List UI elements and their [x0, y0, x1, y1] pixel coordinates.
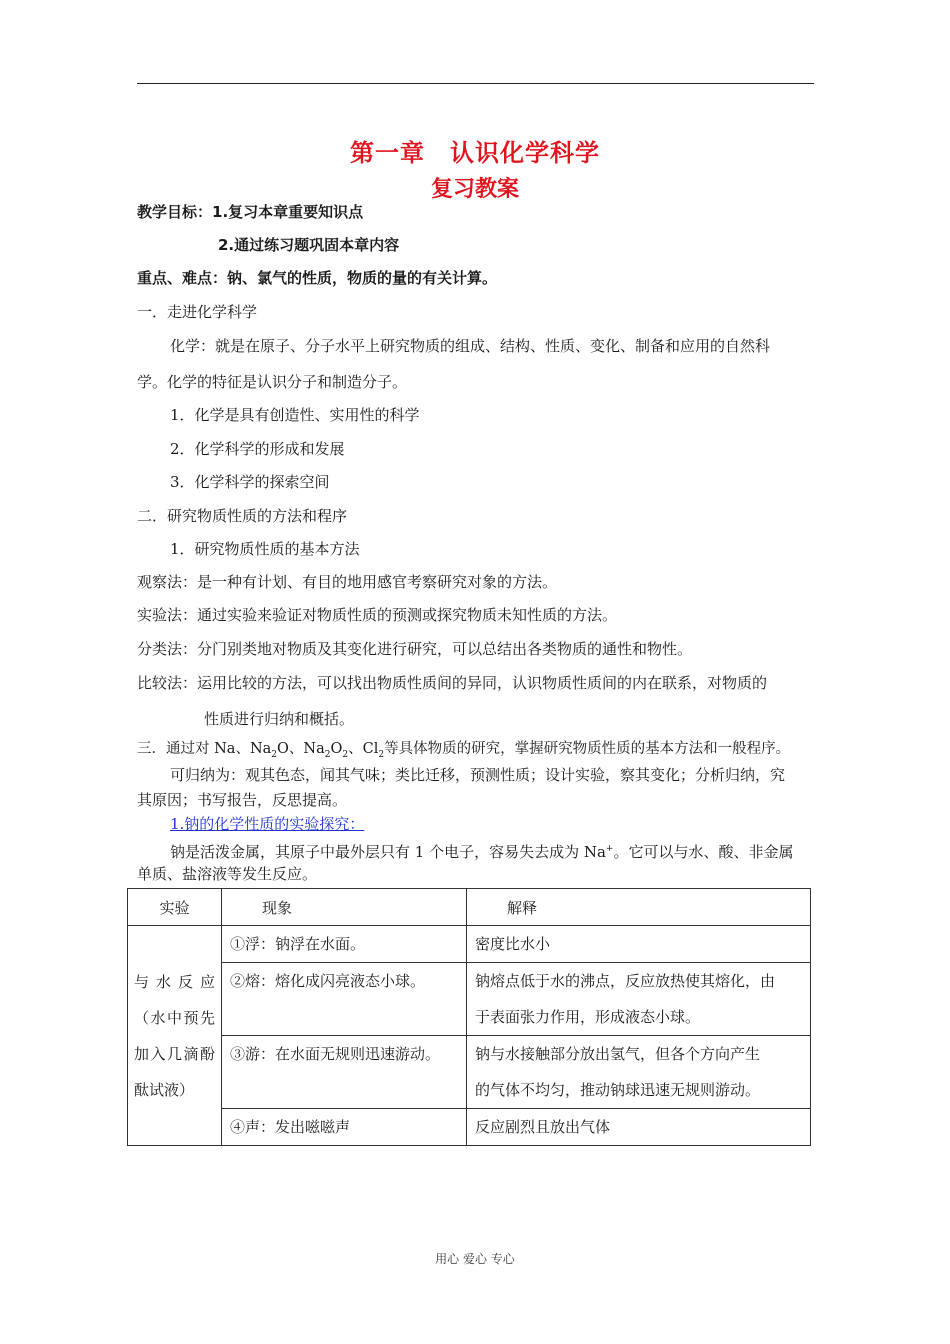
phenomenon-cell: ④声：发出嗞嗞声 — [222, 1109, 467, 1146]
superscript: + — [605, 844, 614, 854]
sodium-paragraph-line-1 — [170, 839, 793, 862]
table-row — [128, 926, 811, 963]
sodium-experiment-table — [127, 888, 811, 1146]
sodium-text: 钠是活泼金属，其原子中最外层只有 1 个电子，容易失去成为 Na — [170, 843, 606, 861]
method-classify: 分类法：分门别类地对物质及其变化进行研究，可以总结出各类物质的通性和物性。 — [137, 640, 693, 658]
table-row — [128, 1109, 811, 1146]
section-3-text: 、Cl — [348, 741, 379, 757]
explanation-line: 于表面张力作用，形成液态小球。 — [475, 1008, 701, 1026]
experiment-label: 与水反应（水中预先加入几滴酚酞试液） — [128, 926, 222, 1146]
table-header: 实验 — [128, 889, 222, 926]
section-1-heading: 一．走进化学科学 — [137, 303, 258, 321]
subscript: 2 — [378, 749, 385, 760]
chapter-subtitle: 复习教案 — [430, 177, 519, 202]
sodium-text: 。它可以与水、酸、非金属 — [613, 843, 794, 861]
subscript: 2 — [342, 749, 349, 760]
section-3-heading — [137, 739, 790, 765]
teaching-goal-1 — [137, 202, 363, 222]
teaching-goal-2: 2.通过练习题巩固本章内容 — [218, 236, 400, 254]
method-compare-line-2: 性质进行归纳和概括。 — [204, 710, 355, 728]
section-3-text: 三．通过对 Na、Na — [137, 741, 272, 757]
explanation-cell: 反应剧烈且放出气体 — [467, 1109, 811, 1146]
explanation-cell — [467, 1036, 811, 1109]
phenomenon-cell: ③游：在水面无规则迅速游动。 — [222, 1036, 467, 1109]
section-1-item: 1．化学是具有创造性、实用性的科学 — [170, 406, 420, 424]
section-1-paragraph-line-1: 化学：就是在原子、分子水平上研究物质的组成、结构、性质、变化、制备和应用的自然科 — [170, 337, 771, 355]
chapter-title: 第一章 认识化学科学 — [350, 139, 600, 167]
method-compare-line-1: 比较法：运用比较的方法，可以找出物质性质间的异同，认识物质性质间的内在联系，对物质的 — [137, 674, 768, 692]
page-footer: 用心 爱心 专心 — [435, 1252, 515, 1266]
phenomenon-cell: ②熔：熔化成闪亮液态小球。 — [222, 963, 467, 1036]
goal-label: 教学目标： — [137, 203, 213, 221]
subscript: 2 — [324, 749, 331, 760]
explanation-line: 钠熔点低于水的沸点，反应放热使其熔化，由 — [475, 972, 776, 990]
sodium-experiment-link[interactable]: 1.钠的化学性质的实验探究： — [170, 815, 365, 833]
section-3-paragraph-line-2: 其原因；书写报告，反思提高。 — [137, 791, 348, 809]
section-3-paragraph-line-1: 可归纳为：观其色态，闻其气味；类比迁移，预测性质；设计实验，察其变化；分析归纳，究 — [170, 766, 786, 784]
section-2-subheading: 1．研究物质性质的基本方法 — [170, 540, 360, 558]
sodium-paragraph-line-2: 单质、盐溶液等发生反应。 — [137, 865, 318, 883]
key-points: 重点、难点：钠、氯气的性质，物质的量的有关计算。 — [137, 269, 498, 287]
table-header-row — [128, 889, 811, 926]
explanation-cell — [467, 963, 811, 1036]
table-row — [128, 1036, 811, 1109]
goal-item-1: 1.复习本章重要知识点 — [212, 203, 364, 221]
table-header: 解释 — [467, 889, 811, 926]
header-rule — [137, 83, 814, 84]
section-2-heading: 二．研究物质性质的方法和程序 — [137, 507, 348, 525]
section-1-paragraph-line-2: 学。化学的特征是认识分子和制造分子。 — [137, 373, 408, 391]
section-3-text: 等具体物质的研究，掌握研究物质性质的基本方法和一般程序。 — [384, 741, 791, 757]
phenomenon-cell: ①浮：钠浮在水面。 — [222, 926, 467, 963]
section-3-text: O、Na — [277, 741, 325, 757]
section-1-item: 2．化学科学的形成和发展 — [170, 440, 345, 458]
table-header: 现象 — [222, 889, 467, 926]
explanation-line: 钠与水接触部分放出氢气，但各个方向产生 — [475, 1045, 761, 1063]
section-1-item: 3．化学科学的探索空间 — [170, 473, 330, 491]
explanation-line: 的气体不均匀，推动钠球迅速无规则游动。 — [475, 1081, 761, 1099]
method-observe: 观察法：是一种有计划、有目的地用感官考察研究对象的方法。 — [137, 573, 558, 591]
method-experiment: 实验法：通过实验来验证对物质性质的预测或探究物质未知性质的方法。 — [137, 606, 618, 624]
subscript: 2 — [271, 749, 278, 760]
explanation-cell: 密度比水小 — [467, 926, 811, 963]
table-row — [128, 963, 811, 1036]
section-3-text: O — [330, 741, 343, 757]
